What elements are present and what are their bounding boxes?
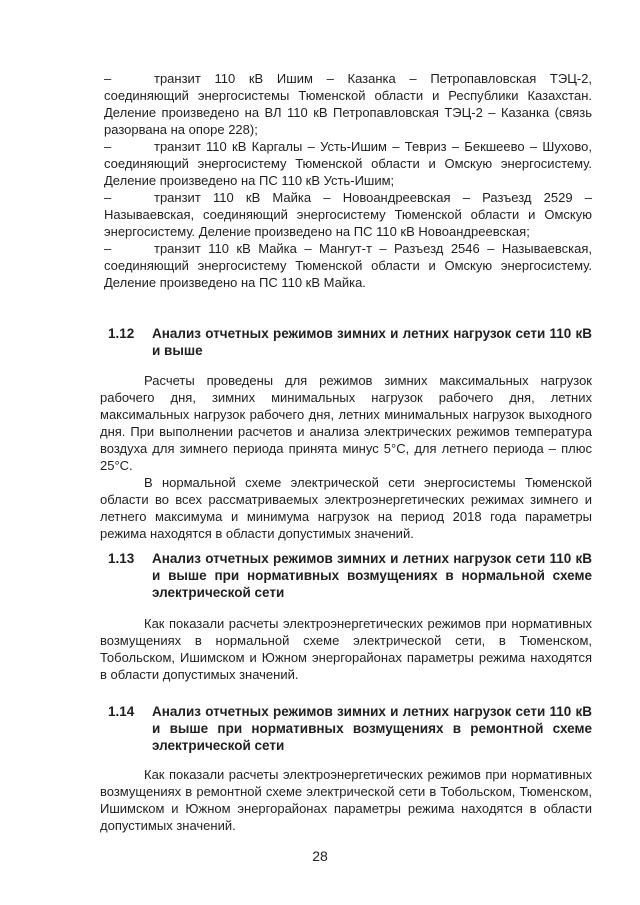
list-dash: – [104,139,112,154]
section-title: Анализ отчетных режимов зимних и летних нагрузок сети 110 кВ и выше при нормативных возмущениях в нормальной схеме электрической сети [152,551,592,600]
list-dash: – [104,190,112,205]
list-item-text: транзит 110 кВ Ишим – Казанка – Петропавловская ТЭЦ-2, соединяющий энергосистемы Тюменской области и Республики Казахстан. Деление произведено на ВЛ 110 кВ Петропавловская ТЭЦ-2 – Казанка (связь разорвана на опоре 228); [104,71,592,137]
list-item [104,189,592,240]
paragraph: Как показали расчеты электроэнергетических режимов при нормативных возмущениях в ремонтной схеме электрической сети в Тобольском, Тюменском, Ишимском и Южном энергорайонах параметры режима находятся в области допустимых значений. [100,767,592,833]
section-number: 1.14 [108,704,135,719]
section-heading-1-13 [108,550,592,601]
list-item [104,70,592,138]
section-heading-1-12 [108,325,592,359]
page-number: 28 [312,848,328,864]
transit-bullet-list [104,70,592,291]
paragraph: Как показали расчеты электроэнергетических режимов при нормативных возмущениях в нормальной схеме электрической сети, в Тюменском, Тобольском, Ишимском и Южном энергорайонах параметры режима находятся в области допустимых значений. [100,616,592,682]
list-item-text: транзит 110 кВ Майка – Мангут-т – Разъезд 2546 – Называевская, соединяющий энергосистему Тюменской области и Омскую энергосистему. Деление произведено на ПС 110 кВ Майка. [104,241,592,290]
list-dash: – [104,71,112,86]
list-item-text: транзит 110 кВ Каргалы – Усть-Ишим – Тевриз – Бекшеево – Шухово, соединяющий энергосистему Тюменской области и Омскую энергосистему. Деление произведено на ПС 110 кВ Усть-Ишим; [104,139,592,188]
section-number: 1.12 [108,326,135,341]
section-title: Анализ отчетных режимов зимних и летних нагрузок сети 110 кВ и выше при нормативных возмущениях в ремонтной схеме электрической сети [152,704,592,753]
list-item [104,138,592,189]
list-item [104,240,592,291]
section-heading-1-14 [108,703,592,754]
paragraph: Расчеты проведены для режимов зимних максимальных нагрузок рабочего дня, зимних минимальных нагрузок рабочего дня, летних максимальных нагрузок рабочего дня, летних минимальных нагрузок выходного дня. При выполнении расчетов и анализа электрических режимов температура воздуха для зимнего периода принята минус 5°С, для летнего периода – плюс 25°С. [100,373,592,473]
paragraph: В нормальной схеме электрической сети энергосистемы Тюменской области во всех рассматриваемых электроэнергетических режимах зимнего и летнего максимума и минимума нагрузок на период 2018 года параметры режима находятся в области допустимых значений. [100,475,592,541]
list-dash: – [104,241,112,256]
list-item-text: транзит 110 кВ Майка – Новоандреевская – Разъезд 2529 – Называевская, соединяющий энергосистему Тюменской области и Омскую энергосистему. Деление произведено на ПС 110 кВ Новоандреевская; [104,190,592,239]
section-title: Анализ отчетных режимов зимних и летних нагрузок сети 110 кВ и выше [152,326,592,358]
section-number: 1.13 [108,551,135,566]
